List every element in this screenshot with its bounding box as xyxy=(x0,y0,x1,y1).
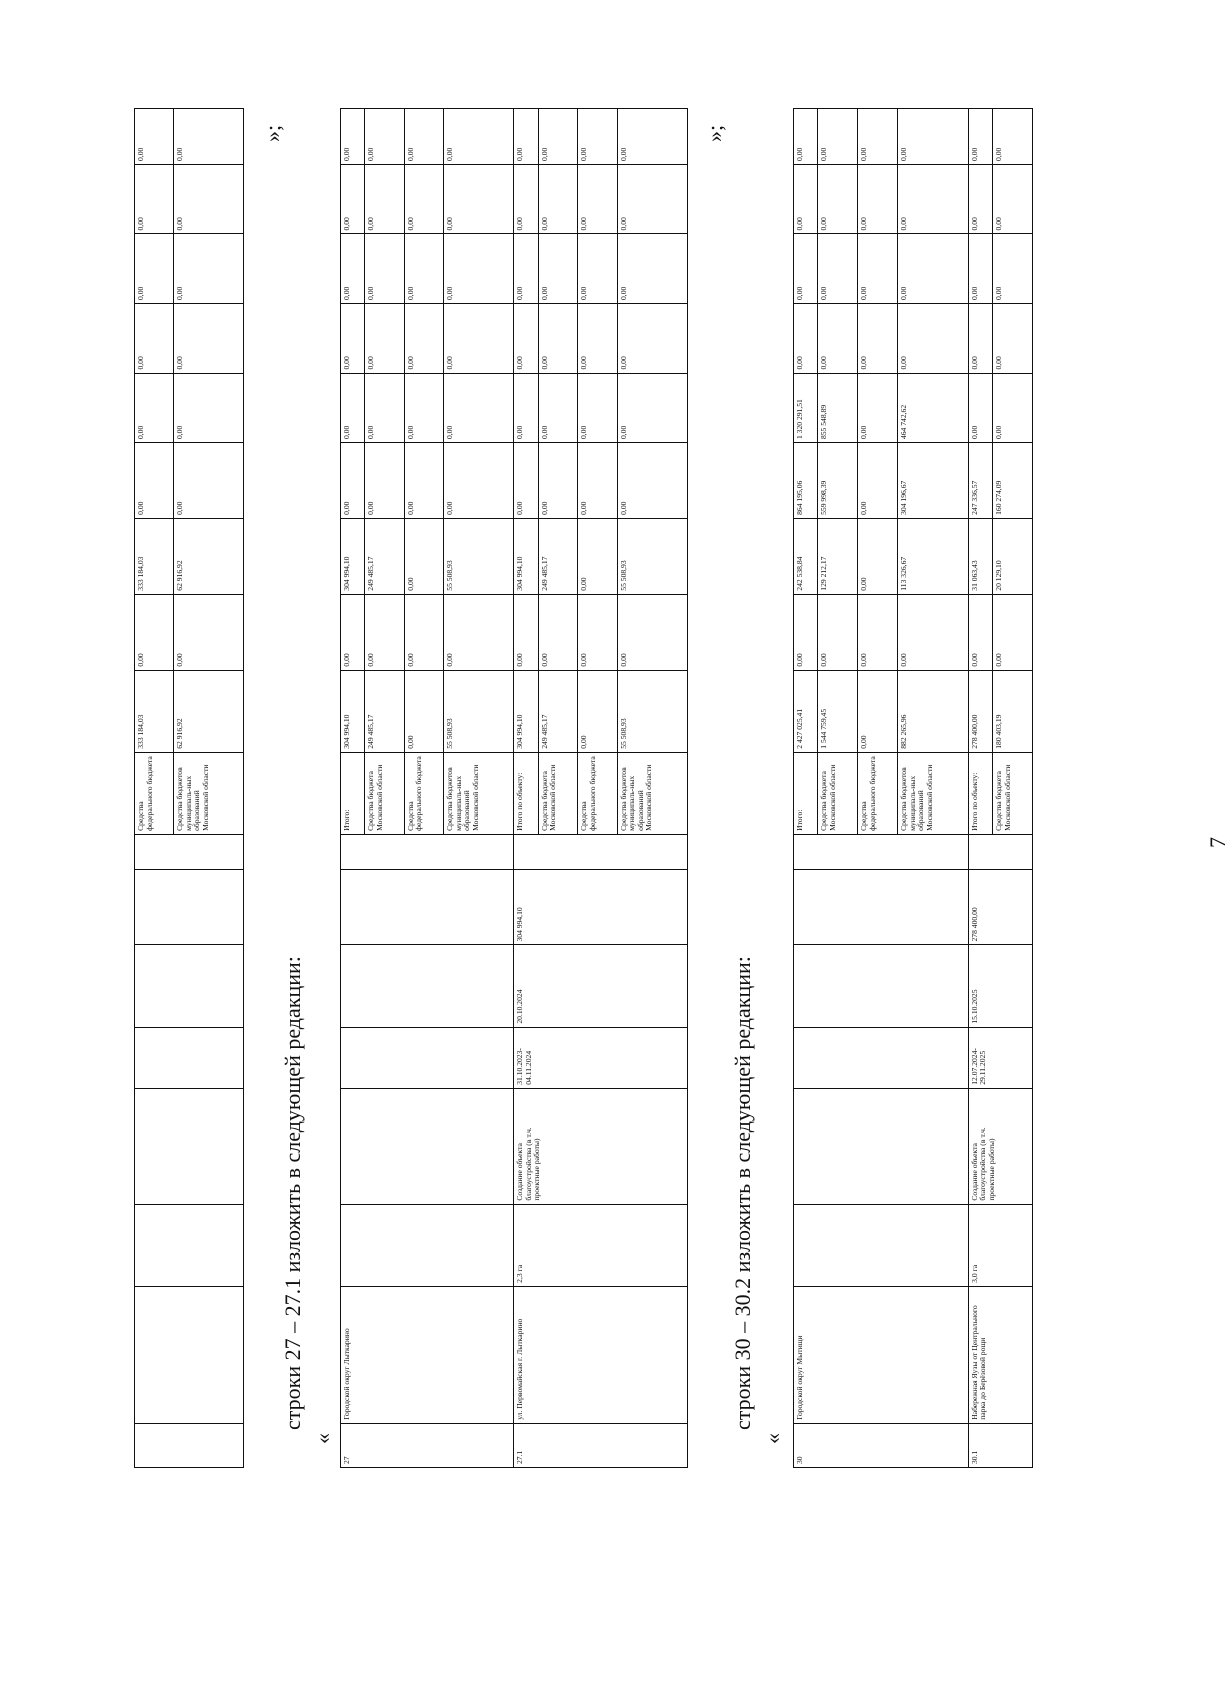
closing-mark-1: »; xyxy=(260,124,285,142)
table-row: Средства бюджетов муниципаль-ных образований Московской области 882 265,96 0,00 113 326,67 304 196,67 464 742,62 0,00 0,00 0,00 0,00 xyxy=(898,109,969,1468)
table-row: 30.1 Набережная Яузы от Центрального парка до Берёзовой рощи 3,0 га Создание объекта благоустройства (в т.ч. проектные работы) 12.07.2024-29.11.2025 15.10.2025 278 400,00 Итого по объекту: 278 400,00 0,00 31 063,43 247 336,57 0,00 0,00 0,00 0,00 0,00 xyxy=(968,109,992,1468)
table-row: Средства федерального бюджета 0,00 0,00 0,00 0,00 0,00 0,00 0,00 0,00 0,00 xyxy=(578,109,618,1468)
heading-30: строки 30 – 30.2 изложить в следующей редакции: xyxy=(730,956,755,1430)
table-row: Средства бюджета Московской области 180 403,19 0,00 20 129,10 160 274,09 0,00 0,00 0,00 0,00 0,00 xyxy=(993,109,1033,1468)
table-row: Средства бюджета Московской области 249 485,17 0,00 249 485,17 0,00 0,00 0,00 0,00 0,00 0,00 xyxy=(538,109,578,1468)
table-row: Средства бюджета Московской области 1 544 759,45 0,00 129 212,17 559 998,39 855 548,89 0,00 0,00 0,00 0,00 xyxy=(818,109,858,1468)
open-quote-1: « xyxy=(310,1433,335,1444)
table-row: Средства федерального бюджета 0,00 0,00 0,00 0,00 0,00 0,00 0,00 0,00 0,00 xyxy=(858,109,898,1468)
table-row: Средства федерального бюджета 333 184,03 0,00 333 184,03 0,00 0,00 0,00 0,00 0,00 0,00 xyxy=(135,109,174,1468)
page-number: 7 xyxy=(1205,837,1230,848)
open-quote-2: « xyxy=(760,1433,785,1444)
table-rows-27 xyxy=(340,108,688,1468)
closing-mark-2: »; xyxy=(702,124,727,142)
table-row: 27 Городской округ Лыткарино Итого: 304 994,10 0,00 304 994,10 0,00 0,00 0,00 0,00 0,00 0,00 xyxy=(341,109,365,1468)
table-continuation xyxy=(134,108,244,1468)
table-rows-30 xyxy=(793,108,1033,1468)
table-row: Средства федерального бюджета 0,00 0,00 0,00 0,00 0,00 0,00 0,00 0,00 0,00 xyxy=(404,109,444,1468)
source-cell: Средства федерального бюджета xyxy=(135,752,174,834)
heading-27: строки 27 – 27.1 изложить в следующей редакции: xyxy=(280,956,305,1430)
table-row: 30 Городской округ Мытищи Итого: 2 427 025,41 0,00 242 538,84 864 195,06 1 320 291,51 0,00 0,00 0,00 0,00 xyxy=(794,109,818,1468)
table-row: 27.1 ул. Первомайская г. Лыткарино 2,3 га Создание объекта благоустройства (в т.ч. проектные работы) 31.10.2023-04.11.2024 20.10.2024 304 994,10 Итого по объекту: 304 994,10 0,00 304 994,10 0,00 0,00 0,00 0,00 0,00 0,00 xyxy=(514,109,538,1468)
source-cell: Средства бюджетов муниципаль-ных образований Московской области xyxy=(174,752,244,834)
table-row: Средства бюджета Московской области 249 485,17 0,00 249 485,17 0,00 0,00 0,00 0,00 0,00 0,00 xyxy=(365,109,405,1468)
table-row: Средства бюджетов муниципаль-ных образований Московской области 62 916,92 0,00 62 916,92 0,00 0,00 0,00 0,00 0,00 0,00 xyxy=(174,109,244,1468)
table-row: Средства бюджетов муниципаль-ных образований Московской области 55 508,93 0,00 55 508,93 0,00 0,00 0,00 0,00 0,00 0,00 xyxy=(444,109,514,1468)
rows-30-table xyxy=(793,108,1033,1468)
rows-27-table xyxy=(340,108,688,1468)
continuation-table xyxy=(134,108,244,1468)
table-row: Средства бюджетов муниципаль-ных образований Московской области 55 508,93 0,00 55 508,93 0,00 0,00 0,00 0,00 0,00 0,00 xyxy=(617,109,687,1468)
